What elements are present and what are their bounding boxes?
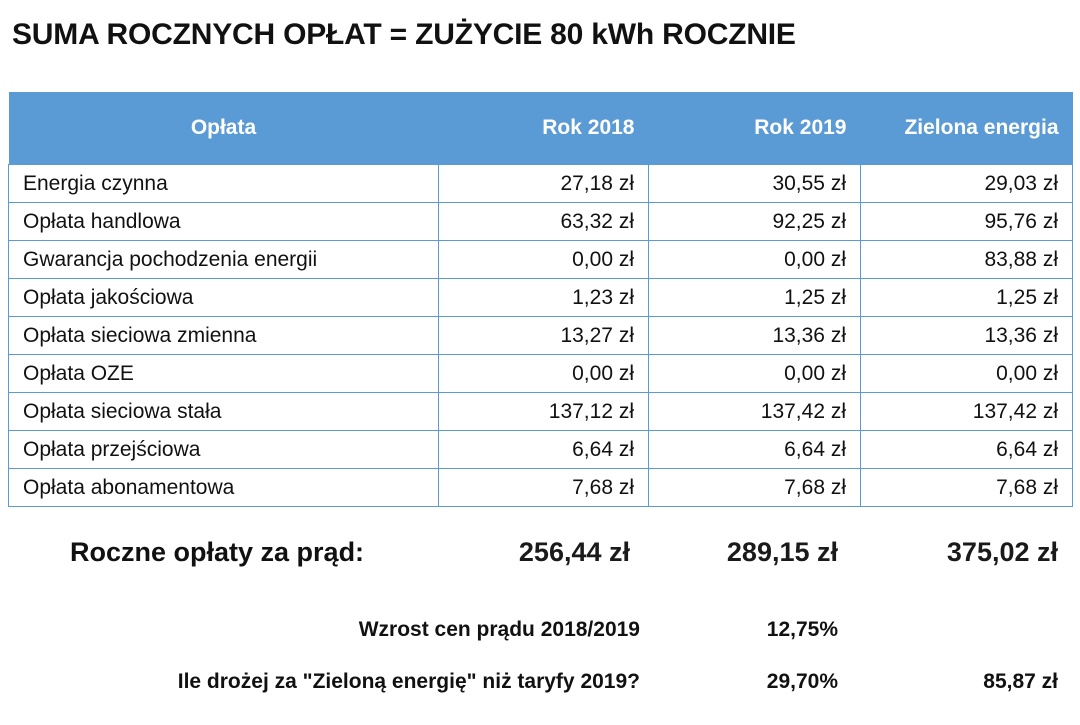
cell-value-2018: 7,68 zł (439, 469, 649, 507)
cell-value-green: 7,68 zł (861, 469, 1073, 507)
cell-fee-name: Opłata handlowa (9, 203, 439, 241)
cell-fee-name: Opłata abonamentowa (9, 469, 439, 507)
table-row (9, 469, 1073, 507)
table-row (9, 203, 1073, 241)
cell-fee-name: Opłata przejściowa (9, 431, 439, 469)
cell-value-green: 0,00 zł (861, 355, 1073, 393)
totals-value-2019: 289,15 zł (726, 537, 838, 567)
table-header (9, 92, 1073, 165)
table-row (9, 279, 1073, 317)
cell-fee-name: Gwarancja pochodzenia energii (9, 241, 439, 279)
table-row (9, 431, 1073, 469)
column-header-2019: Rok 2019 (649, 92, 861, 165)
cell-value-2019: 0,00 zł (649, 355, 861, 393)
column-header-2018: Rok 2018 (439, 92, 649, 165)
cell-value-2018: 0,00 zł (439, 355, 649, 393)
cell-fee-name: Opłata sieciowa zmienna (9, 317, 439, 355)
table-body (9, 165, 1073, 507)
note-green-premium-percent: 29,70% (766, 670, 838, 693)
totals-value-2018: 256,44 zł (518, 537, 630, 567)
cell-value-2018: 6,64 zł (439, 431, 649, 469)
cell-value-2019: 30,55 zł (649, 165, 861, 203)
cell-value-green: 83,88 zł (861, 241, 1073, 279)
totals-label: Roczne opłaty za prąd: (70, 537, 365, 567)
table-header-row (9, 92, 1073, 165)
cell-value-2018: 0,00 zł (439, 241, 649, 279)
cell-value-2018: 13,27 zł (439, 317, 649, 355)
cell-value-2018: 1,23 zł (439, 279, 649, 317)
cell-value-2019: 92,25 zł (649, 203, 861, 241)
cell-fee-name: Opłata jakościowa (9, 279, 439, 317)
cell-value-green: 95,76 zł (861, 203, 1073, 241)
note-green-premium (0, 670, 1080, 700)
cell-value-green: 137,42 zł (861, 393, 1073, 431)
cell-value-2018: 137,12 zł (439, 393, 649, 431)
cell-fee-name: Opłata OZE (9, 355, 439, 393)
cell-value-2018: 63,32 zł (439, 203, 649, 241)
cell-value-2019: 1,25 zł (649, 279, 861, 317)
cell-value-2018: 27,18 zł (439, 165, 649, 203)
table-row (9, 317, 1073, 355)
cell-value-green: 1,25 zł (861, 279, 1073, 317)
cell-value-2019: 6,64 zł (649, 431, 861, 469)
cell-fee-name: Energia czynna (9, 165, 439, 203)
note-green-premium-amount: 85,87 zł (983, 670, 1058, 693)
cell-value-green: 6,64 zł (861, 431, 1073, 469)
note-green-premium-label: Ile drożej za "Zieloną energię" niż taryfy 2019? (177, 670, 640, 693)
table-row (9, 165, 1073, 203)
cell-value-2019: 0,00 zł (649, 241, 861, 279)
cell-fee-name: Opłata sieciowa stała (9, 393, 439, 431)
cell-value-green: 29,03 zł (861, 165, 1073, 203)
table-row (9, 393, 1073, 431)
cell-value-green: 13,36 zł (861, 317, 1073, 355)
page-title: SUMA ROCZNYCH OPŁAT = ZUŻYCIE 80 kWh ROCZNIE (12, 18, 796, 51)
cell-value-2019: 137,42 zł (649, 393, 861, 431)
cell-value-2019: 13,36 zł (649, 317, 861, 355)
column-header-green-energy: Zielona energia (861, 92, 1073, 165)
totals-value-green: 375,02 zł (946, 537, 1058, 567)
note-price-growth (0, 618, 1080, 648)
table-row (9, 241, 1073, 279)
cell-value-2019: 7,68 zł (649, 469, 861, 507)
fees-table (8, 92, 1073, 507)
table-row (9, 355, 1073, 393)
totals-row (0, 537, 1080, 579)
note-price-growth-label: Wzrost cen prądu 2018/2019 (358, 618, 640, 641)
note-price-growth-value: 12,75% (766, 618, 838, 641)
column-header-fee: Opłata (9, 92, 439, 165)
